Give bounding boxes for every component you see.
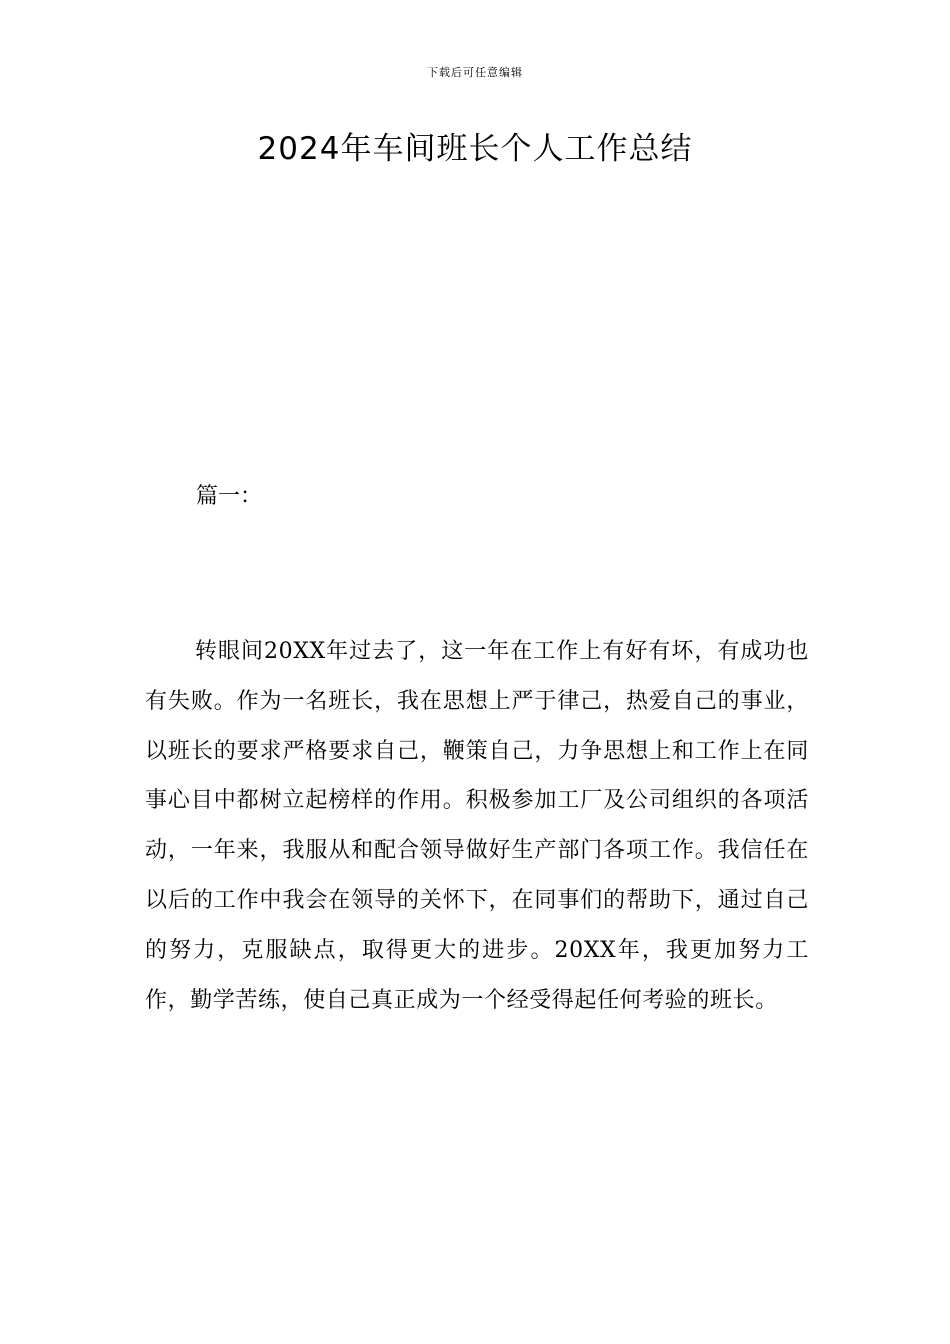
section-label: 篇一： — [196, 484, 263, 509]
document-title: 2024年车间班长个人工作总结 — [257, 131, 693, 167]
body-paragraph: 转眼间20XX年过去了，这一年在工作上有好有坏，有成功也有失败。作为一名班长，我在思想上严于律己，热爱自己的事业，以班长的要求严格要求自己，鞭策自己，力争思想上和工作上在同事心目中都树立起榜样的作用。积极参加工厂及公司组织的各项活动，一年来，我服从和配合领导做好生产部门各项工作。我信任在以后的工作中我会在领导的关怀下，在同事们的帮助下，通过自己的努力，克服缺点，取得更大的进步。20XX年，我更加努力工作，勤学苦练，使自己真正成为一个经受得起任何考验的班长。 — [145, 639, 809, 1013]
header-note: 下载后可任意编辑 — [427, 66, 523, 79]
